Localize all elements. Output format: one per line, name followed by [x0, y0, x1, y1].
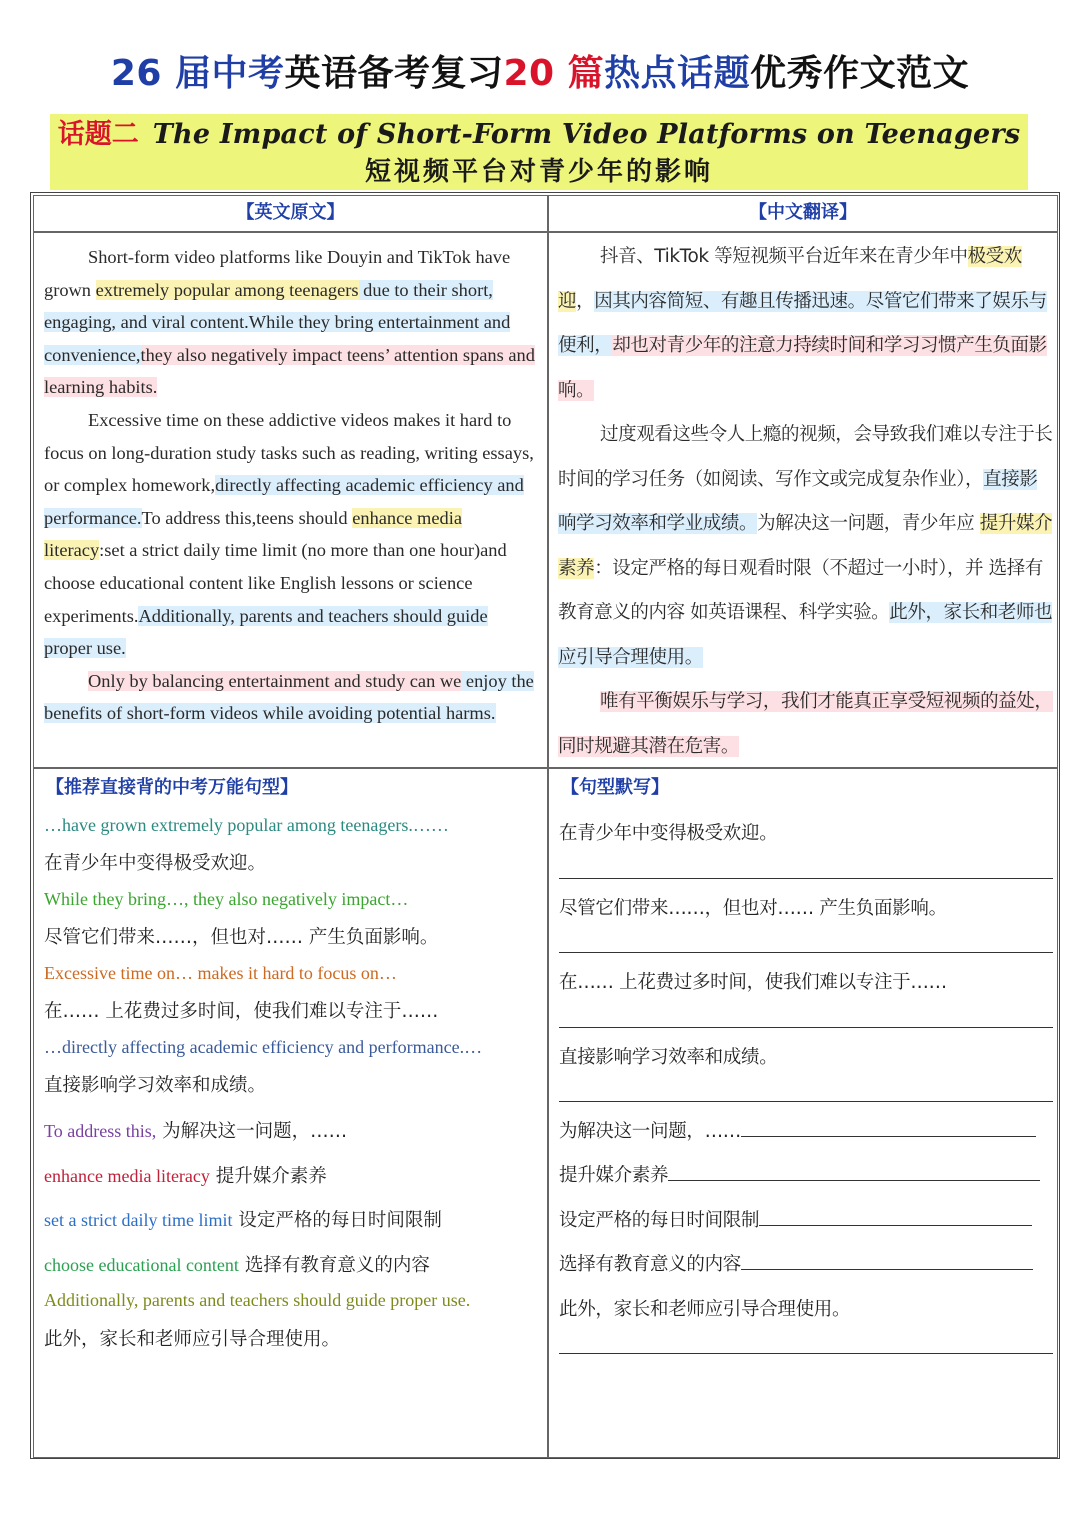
en-highlight-parents: Additionally, parents and teachers should guide proper use. — [44, 605, 488, 659]
pattern-1-zh: 在青少年中变得极受欢迎。 — [44, 853, 267, 874]
page-title — [0, 48, 1080, 100]
pattern-2-en: While they bring…, they also negatively impact… — [44, 889, 409, 909]
en-p1-s2: due to their short, engaging, and viral content. — [44, 279, 493, 333]
english-original-header: 【英文原文】 — [33, 195, 548, 232]
en-p2-s2: To address this,teens should — [141, 507, 353, 528]
topic-chinese-title: 短视频平台对青少年的影响 — [364, 157, 713, 187]
pattern-4-en: …directly affecting academic efficiency and performance.… — [44, 1037, 483, 1057]
drill-6 — [559, 1161, 1053, 1187]
pattern-4-zh: 直接影响学习效率和成绩。 — [44, 1075, 267, 1096]
drill-7-answer-line[interactable] — [759, 1207, 1032, 1226]
drill-3-prompt: 在…… 上花费过多时间，使我们难以专注于…… — [559, 972, 947, 993]
chinese-essay — [558, 235, 1054, 768]
topic-line — [50, 118, 1028, 155]
pattern-1-en: …have grown extremely popular among teenagers.…… — [44, 815, 449, 835]
drill-5-prompt: 为解决这一问题，…… — [559, 1121, 742, 1142]
english-text-cell — [33, 232, 548, 768]
pattern-9-zh: 此外，家长和老师应引导合理使用。 — [44, 1329, 341, 1350]
topic-banner — [50, 114, 1028, 190]
cn-p1-s2: 因其内容简短、有趣且传播迅速。 — [594, 290, 866, 312]
topic-english-title: The Impact of Short-Form Video Platforms on Teenagers — [152, 119, 1021, 150]
drill-4-prompt: 直接影响学习效率和成绩。 — [559, 1047, 778, 1068]
drill-8 — [559, 1250, 1053, 1276]
en-highlight-literacy: enhance media literacy — [44, 507, 462, 561]
english-paragraph-1 — [44, 241, 536, 404]
en-p2-s3: :set a strict daily time limit (no more than one hour)and choose educational content like English lessons or science experiments. — [44, 540, 507, 626]
cn-highlight-popular: 极受欢迎 — [558, 246, 1022, 312]
chinese-paragraph-3 — [558, 680, 1054, 768]
cn-highlight-efficiency: 直接影响学习效率和学业成绩。 — [558, 468, 1038, 534]
patterns-header: 【推荐直接背的中考万能句型】 — [46, 777, 298, 798]
en-highlight-while: While they bring entertainment and convenience, — [44, 312, 511, 365]
drill-5 — [559, 1117, 1053, 1143]
title-part-5: 优秀作文范文 — [750, 53, 970, 94]
pattern-2-zh: 尽管它们带来……，但也对…… 产生负面影响。 — [44, 927, 439, 948]
chinese-paragraph-2 — [558, 413, 1054, 680]
en-highlight-efficiency: directly affecting academic efficiency and performance. — [44, 475, 524, 528]
dictation-cell — [548, 768, 1058, 1458]
cn-highlight-impact: 却也对青少年的注意力持续时间和学习习惯产生负面影响。 — [558, 335, 1047, 401]
chinese-paragraph-1 — [558, 235, 1054, 413]
title-part-2: 英语备考复习 — [284, 53, 504, 94]
en-p1-s1: Short-form video platforms like Douyin and TikTok have grown — [44, 247, 511, 300]
drill-9-prompt: 此外，家长和老师应引导合理使用。 — [559, 1299, 851, 1320]
cn-highlight-while: 尽管它们带来了娱乐与便利， — [558, 290, 1047, 356]
cn-highlight-literacy: 提升媒介素养 — [558, 513, 1053, 579]
drill-8-prompt: 选择有教育意义的内容 — [559, 1254, 742, 1275]
pattern-3-zh: 在…… 上花费过多时间，使我们难以专注于…… — [44, 1001, 439, 1022]
title-part-3: 20 篇 — [503, 53, 605, 94]
cn-highlight-parents: 此外，家长和老师也应引导合理使用。 — [558, 602, 1053, 668]
english-paragraph-3 — [44, 665, 536, 730]
pattern-7: set a strict daily time limit 设定严格的每日时间限制 — [44, 1210, 442, 1231]
title-part-4: 热点话题 — [604, 53, 751, 94]
cn-p2-s2: 为解决这一问题，青少年应 — [757, 513, 980, 534]
cn-p2-s3: ：设定严格的每日观看时限（不超过一小时），并 选择有教育意义的内容 如英语课程、科学实验。 — [558, 557, 1043, 623]
drill-2-answer-line[interactable] — [559, 952, 1053, 953]
drill-6-prompt: 提升媒介素养 — [559, 1165, 669, 1186]
cn-p1-s1: 抖音、TikTok 等短视频平台近年来在青少年中 — [600, 246, 968, 267]
pattern-8: choose educational content 选择有教育意义的内容 — [44, 1255, 430, 1276]
cn-p1-comma: ， — [576, 290, 595, 312]
en-highlight-impact: they also negatively impact teens’ attention spans and learning habits. — [44, 344, 535, 398]
patterns-cell — [33, 768, 548, 1458]
drill-9-answer-line[interactable] — [559, 1353, 1053, 1354]
pattern-9-en: Additionally, parents and teachers should guide proper use. — [44, 1290, 471, 1310]
dictation-header: 【句型默写】 — [561, 777, 669, 798]
topic-label: 话题二 — [57, 119, 139, 150]
drill-5-answer-line[interactable] — [741, 1118, 1036, 1137]
cn-highlight-balancing: 唯有平衡娱乐与学习，我们才能真正享受短视频的益处，同时规避其潜在危害。 — [558, 691, 1053, 757]
cn-p2-s1: 过度观看这些令人上瘾的视频，会导致我们难以专注于长时间的学习任务（如阅读、写作文或完成复杂作业）， — [558, 424, 1053, 490]
drill-6-answer-line[interactable] — [668, 1162, 1040, 1181]
drill-2-prompt: 尽管它们带来……，但也对…… 产生负面影响。 — [559, 898, 947, 919]
english-paragraph-2 — [44, 404, 536, 665]
drill-8-answer-line[interactable] — [741, 1251, 1033, 1270]
drill-7 — [559, 1206, 1053, 1232]
en-highlight-popular: extremely popular among teenagers — [95, 279, 359, 300]
chinese-translation-header: 【中文翻译】 — [548, 195, 1058, 232]
en-highlight-balancing: Only by balancing entertainment and study can we — [88, 670, 462, 691]
pattern-6: enhance media literacy 提升媒介素养 — [44, 1166, 327, 1187]
pattern-5: To address this, 为解决这一问题，…… — [44, 1121, 348, 1142]
title-part-1: 26 届中考 — [110, 53, 285, 94]
pattern-3-en: Excessive time on… makes it hard to focus on… — [44, 963, 397, 983]
drill-3-answer-line[interactable] — [559, 1027, 1053, 1028]
chinese-text-cell — [548, 232, 1058, 768]
en-p3-s2: enjoy the benefits of short-form videos while avoiding potential harms. — [44, 670, 534, 724]
drill-4-answer-line[interactable] — [559, 1101, 1053, 1102]
english-essay — [44, 241, 536, 730]
content-table — [30, 192, 1060, 1459]
drill-1-answer-line[interactable] — [559, 878, 1053, 879]
drill-1-prompt: 在青少年中变得极受欢迎。 — [559, 823, 778, 844]
en-p2-s1: Excessive time on these addictive videos makes it hard to focus on long-duration study tasks such as reading, writing essays, or complex homework, — [44, 409, 534, 496]
drill-7-prompt: 设定严格的每日时间限制 — [559, 1210, 760, 1231]
